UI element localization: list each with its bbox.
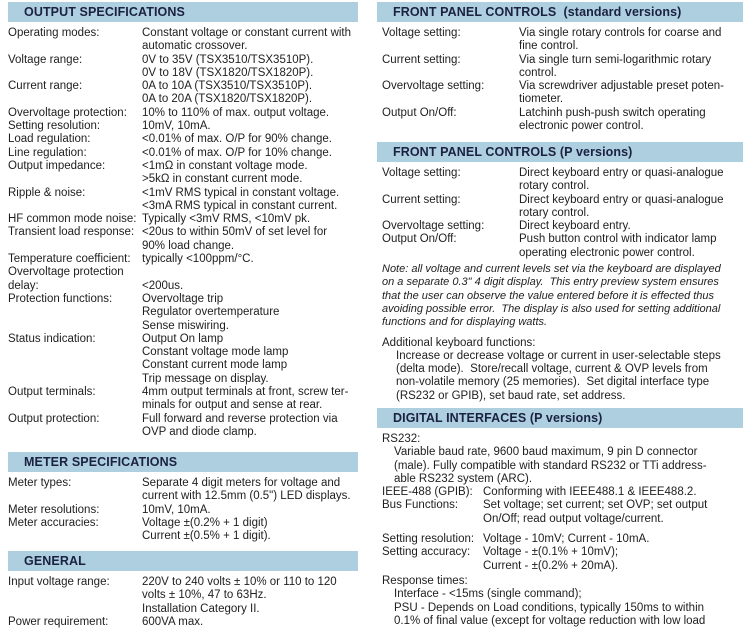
spec-label-line: Input voltage range:	[8, 576, 110, 588]
spec-value-line: minals for output and sense at rear.	[142, 399, 323, 412]
spec-label	[382, 220, 519, 233]
paragraph-line: able RS232 system (ARC).	[394, 472, 533, 485]
section-body	[8, 477, 358, 543]
spec-label	[382, 80, 519, 93]
spec-label	[8, 517, 142, 530]
spec-value-line: Output On lamp	[142, 332, 224, 345]
spec-label-line: Meter accuracies:	[8, 516, 99, 529]
spec-label-line: Output protection:	[8, 412, 100, 425]
spec-row	[8, 226, 358, 253]
spec-value-line: Push button control with indicator lamp	[519, 233, 717, 246]
spec-label-line: Setting resolution:	[382, 533, 475, 546]
spec-label	[8, 386, 142, 399]
spec-value-line: Sense miswiring.	[142, 319, 229, 332]
section-general	[8, 551, 358, 629]
spec-label	[8, 147, 142, 160]
spec-value	[483, 486, 743, 499]
spec-value	[142, 477, 358, 504]
spec-value	[142, 616, 358, 629]
spec-label-line: Current range:	[8, 80, 83, 93]
spec-value-line: current with 12.5mm (0.5") LED displays.	[142, 490, 351, 503]
paragraph-line: on a separate 0.3" 4 digit display. This entry preview system ensures	[382, 276, 719, 289]
spec-label	[8, 27, 142, 40]
spec-value-line: Constant voltage mode lamp	[142, 346, 289, 359]
note-paragraph	[382, 263, 743, 329]
paragraph-line: Increase or decrease voltage or current in user-selectable steps	[396, 349, 721, 362]
spec-label	[382, 533, 483, 546]
spec-row	[8, 120, 358, 133]
section-title: DIGITAL INTERFACES (P versions)	[393, 411, 603, 425]
spec-value-line: Current - ±(0.2% + 20mA).	[483, 559, 619, 572]
spec-label	[8, 253, 142, 266]
section-header-band	[8, 452, 358, 472]
spec-label-line: Meter types:	[8, 477, 72, 489]
spec-label	[8, 266, 142, 293]
spec-value-line: operating electronic power control.	[519, 246, 695, 259]
spec-label-line: Load regulation:	[8, 133, 91, 146]
spec-value	[483, 533, 743, 546]
spec-value-line: Direct keyboard entry or quasi-analogue	[519, 167, 724, 179]
spec-label-line: Overvoltage setting:	[382, 80, 485, 93]
spec-label	[8, 413, 142, 426]
section-meter-specs	[8, 452, 358, 543]
spec-value-line: Direct keyboard entry.	[519, 220, 631, 233]
spec-label-line: Overvoltage protection	[8, 266, 124, 279]
spec-value-line: Trip message on display.	[142, 372, 269, 385]
spec-value	[142, 27, 358, 54]
section-fpc-p	[377, 142, 743, 403]
spec-value-line: 0A to 20A (TSX1820/TSX1820P).	[142, 93, 313, 106]
specifications-right-column	[377, 0, 743, 627]
spec-value-line: <0.01% of max. O/P for 10% change.	[142, 146, 332, 159]
spec-label-line: Setting resolution:	[8, 120, 101, 133]
spec-row	[382, 533, 743, 546]
spec-value	[142, 576, 358, 616]
spec-value-line: 10mV, 10mA.	[142, 503, 211, 516]
spec-label	[8, 54, 142, 67]
spec-row	[382, 220, 743, 233]
spec-value-line: control.	[519, 66, 557, 79]
spec-value-line: Full forward and reverse protection via	[142, 412, 338, 425]
spec-label-line: Overvoltage protection:	[8, 106, 127, 119]
paragraph-heading-line: Additional keyboard functions:	[382, 336, 536, 349]
spec-label	[8, 213, 142, 226]
spec-row	[382, 194, 743, 221]
spec-label-line: Protection functions:	[8, 292, 113, 305]
section-body	[377, 167, 743, 403]
section-body	[8, 27, 358, 439]
paragraph-line: Interface - <15ms (single command);	[394, 588, 582, 601]
spec-value	[519, 107, 743, 134]
section-title: GENERAL	[24, 554, 86, 568]
spec-row	[8, 616, 358, 629]
indented-paragraph	[382, 446, 743, 486]
spec-value-line: >5kΩ in constant current mode.	[142, 173, 303, 186]
paragraph-heading	[382, 575, 743, 588]
spec-value-line: <1mΩ in constant voltage mode.	[142, 159, 308, 172]
spec-row	[8, 27, 358, 54]
spec-row	[8, 504, 358, 517]
spec-value-line: 10% to 110% of max. output voltage.	[142, 106, 330, 119]
spec-label-line: Output terminals:	[8, 386, 96, 399]
paragraph-heading-line: RS232:	[382, 433, 421, 445]
section-fpc-standard	[377, 2, 743, 133]
spec-label	[8, 80, 142, 93]
spec-label	[382, 54, 519, 67]
spec-value-line	[142, 266, 358, 279]
spec-label-line: Operating modes:	[8, 27, 100, 39]
spec-label-line: Temperature coefficient:	[8, 253, 131, 266]
spec-label	[382, 499, 483, 512]
spec-label-line: Ripple & noise:	[8, 186, 86, 199]
spec-value-line: Direct keyboard entry or quasi-analogue	[519, 193, 724, 206]
spec-label	[8, 477, 142, 490]
spec-row	[8, 386, 358, 413]
spec-row	[8, 133, 358, 146]
indented-paragraph	[382, 350, 743, 403]
spec-value-line: typically <100ppm/°C.	[142, 253, 254, 266]
spec-value-line: Voltage - 10mV; Current - 10mA.	[483, 533, 650, 546]
spec-label	[382, 233, 519, 246]
indented-paragraph	[382, 588, 743, 628]
spec-label-line: delay:	[8, 279, 39, 292]
spec-value	[142, 147, 358, 160]
spec-value	[142, 504, 358, 517]
spec-value-line: <3mA RMS typical in constant current.	[142, 199, 338, 212]
spec-value	[519, 54, 743, 81]
spec-row	[8, 253, 358, 266]
spec-label	[8, 107, 142, 120]
section-header-band	[377, 408, 743, 428]
spec-value	[483, 499, 743, 526]
spec-value-line: electronic power control.	[519, 120, 644, 133]
spec-value-line: fine control.	[519, 40, 579, 53]
spec-label-line: Meter resolutions:	[8, 503, 100, 516]
spec-label	[8, 187, 142, 200]
spec-value-line: Current ±(0.5% + 1 digit).	[142, 530, 271, 543]
spec-label	[8, 616, 142, 629]
spec-value	[142, 253, 358, 266]
spec-value	[142, 213, 358, 226]
spec-value-line: Voltage ±(0.2% + 1 digit)	[142, 516, 268, 529]
paragraph-line: (RS232 or GPIB), set baud rate, set address.	[396, 389, 626, 402]
spec-row	[8, 413, 358, 440]
spec-label-line: HF common mode noise:	[8, 213, 137, 226]
paragraph-line: Variable baud rate, 9600 baud maximum, 9 pin D connector	[394, 446, 698, 459]
spec-label-line: Status indication:	[8, 332, 96, 345]
spec-row	[382, 167, 743, 194]
spec-value	[142, 120, 358, 133]
spec-value-line: 220V to 240 volts ± 10% or 110 to 120	[142, 576, 337, 588]
section-title: OUTPUT SPECIFICATIONS	[24, 5, 185, 19]
spec-value-line: 10mV, 10mA.	[142, 120, 211, 133]
spec-value-line: Separate 4 digit meters for voltage and	[142, 477, 341, 489]
spec-value-line: <200us.	[142, 279, 184, 292]
spec-value	[142, 333, 358, 386]
spec-label	[8, 293, 142, 306]
spec-value-line: Regulator overtemperature	[142, 306, 280, 319]
spec-value-line: <1mV RMS typical in constant voltage.	[142, 186, 340, 199]
spec-value-line: rotary control.	[519, 206, 590, 219]
spec-label-line: IEEE-488 (GPIB):	[382, 486, 473, 499]
spec-row	[8, 160, 358, 187]
spec-value-line: Via single turn semi-logarithmic rotary	[519, 53, 712, 66]
spec-row	[382, 27, 743, 54]
spec-value-line: Set voltage; set current; set OVP; set output	[483, 499, 708, 512]
spec-label-line: Overvoltage setting:	[382, 220, 485, 233]
section-output-specs	[8, 2, 358, 439]
spec-value-line: Typically <3mV RMS, <10mV pk.	[142, 213, 311, 226]
spec-value	[519, 233, 743, 260]
spec-row	[382, 486, 743, 499]
spec-value	[142, 293, 358, 333]
paragraph-line: avoiding possible error. The display is also used for setting additional	[382, 302, 721, 315]
spec-row	[8, 477, 358, 504]
spec-row	[8, 576, 358, 616]
spec-label-line: Setting accuracy:	[382, 546, 471, 559]
spec-value-line: 600VA max.	[142, 615, 204, 628]
spec-value-line: 0V to 18V (TSX1820/TSX1820P).	[142, 66, 314, 79]
spec-row	[8, 107, 358, 120]
paragraph-line: (delta mode). Store/recall voltage, current & OVP levels from	[396, 363, 708, 376]
spec-value	[142, 517, 358, 544]
spec-value-line: <0.01% of max. O/P for 90% change.	[142, 133, 332, 146]
section-header-band	[8, 551, 358, 571]
spec-value-line: Overvoltage trip	[142, 292, 224, 305]
spec-label	[382, 27, 519, 40]
spec-value-line: volts ± 10%, 47 to 63Hz.	[142, 589, 267, 602]
spec-label-line: Voltage setting:	[382, 27, 461, 39]
spec-value	[519, 27, 743, 54]
spec-label	[8, 226, 142, 239]
section-digital-interfaces	[377, 408, 743, 628]
spec-value	[142, 413, 358, 440]
section-title: FRONT PANEL CONTROLS (standard versions)	[393, 5, 682, 19]
paragraph-line: (male). Fully compatible with standard RS232 or TTi address-	[394, 459, 707, 472]
section-header-band	[377, 2, 743, 22]
spec-label-line: Power requirement:	[8, 615, 109, 628]
paragraph-heading-line: Response times:	[382, 574, 468, 587]
spec-label-line: Voltage range:	[8, 53, 83, 66]
section-body	[8, 576, 358, 629]
paragraph-heading	[382, 337, 743, 350]
spec-row	[382, 546, 743, 573]
spec-value-line: Conforming with IEEE488.1 & IEEE488.2.	[483, 486, 697, 499]
spec-value-line: Via screwdriver adjustable preset poten-	[519, 80, 724, 93]
paragraph-line: functions and for displaying watts.	[382, 316, 548, 329]
spec-value-line: 0A to 10A (TSX3510/TSX3510P).	[142, 80, 313, 93]
spec-value-line: Voltage - ±(0.1% + 10mV);	[483, 546, 619, 559]
spec-value-line: <20us to within 50mV of set level for	[142, 226, 328, 239]
section-title: METER SPECIFICATIONS	[24, 455, 178, 469]
spec-value	[519, 220, 743, 233]
spec-label-line: Transient load response:	[8, 226, 135, 239]
spec-label-line: Output impedance:	[8, 159, 106, 172]
section-body	[377, 27, 743, 133]
spec-label	[382, 546, 483, 559]
section-title: FRONT PANEL CONTROLS (P versions)	[393, 145, 633, 159]
paragraph-line: 0.1% of final value (except for voltage reduction with low load	[394, 614, 706, 627]
spec-label	[382, 167, 519, 180]
spec-row	[8, 54, 358, 81]
spec-value	[142, 80, 358, 107]
spec-value-line: Via single rotary controls for coarse and	[519, 27, 722, 39]
spec-row	[382, 54, 743, 81]
paragraph-heading	[382, 433, 743, 446]
spec-label-line: Bus Functions:	[382, 499, 459, 512]
section-header-band	[377, 142, 743, 162]
spec-value	[519, 167, 743, 194]
spec-value-line: Constant voltage or constant current with	[142, 27, 352, 39]
spec-value	[142, 54, 358, 81]
section-header-band	[8, 2, 358, 22]
spec-value-line: 90% load change.	[142, 239, 235, 252]
spec-value-line: automatic crossover.	[142, 40, 248, 53]
spec-value-line: Installation Category II.	[142, 602, 260, 615]
spec-label	[8, 160, 142, 173]
specifications-left-column	[8, 0, 358, 628]
paragraph-line: PSU - Depends on Load conditions, typically 150ms to within	[394, 601, 705, 614]
spec-label-line: Line regulation:	[8, 146, 87, 159]
spec-value-line: tiometer.	[519, 93, 564, 106]
spec-label	[8, 333, 142, 346]
spec-row	[8, 147, 358, 160]
spec-label-line: Current setting:	[382, 53, 461, 66]
spec-row	[8, 187, 358, 214]
spec-label	[382, 194, 519, 207]
spec-row	[8, 293, 358, 333]
spec-row	[8, 213, 358, 226]
spec-label	[8, 133, 142, 146]
spec-row	[8, 517, 358, 544]
spec-label-line: Voltage setting:	[382, 167, 461, 179]
spec-label	[382, 486, 483, 499]
spec-label	[382, 107, 519, 120]
spec-value-line: OVP and diode clamp.	[142, 425, 257, 438]
spec-value	[519, 80, 743, 107]
spec-label-line: Current setting:	[382, 193, 461, 206]
spec-value	[142, 107, 358, 120]
spec-value-line: 0V to 35V (TSX3510/TSX3510P).	[142, 53, 314, 66]
spec-label-line: Output On/Off:	[382, 106, 457, 119]
spec-value	[142, 133, 358, 146]
spec-value-line: On/Off; read output voltage/current.	[483, 512, 664, 525]
spec-row	[8, 333, 358, 386]
spec-label	[8, 120, 142, 133]
section-body	[377, 433, 743, 628]
spec-value-line: rotary control.	[519, 180, 590, 193]
spec-row	[382, 499, 743, 526]
spec-value	[142, 160, 358, 187]
spec-row	[8, 266, 358, 293]
spec-row	[382, 233, 743, 260]
spec-label	[8, 504, 142, 517]
spec-label	[8, 576, 142, 589]
spec-value	[142, 187, 358, 214]
spec-value	[483, 546, 743, 573]
spec-value-line: Latchinh push-push switch operating	[519, 106, 706, 119]
spec-value-line: Constant current mode lamp	[142, 359, 288, 372]
paragraph-line: that the user can observe the value entered before it is effected thus	[382, 289, 715, 302]
spec-value	[142, 386, 358, 413]
paragraph-line: non-volatile memory (25 memories). Set digital interface type	[396, 376, 710, 389]
spec-value-line: 4mm output terminals at front, screw ter-	[142, 386, 349, 399]
spec-value	[519, 194, 743, 221]
spec-row	[382, 80, 743, 107]
spec-label-line: Output On/Off:	[382, 233, 457, 246]
paragraph-line: Note: all voltage and current levels set via the keyboard are displayed	[382, 263, 721, 276]
spec-value	[142, 226, 358, 253]
spec-row	[8, 80, 358, 107]
spec-value	[142, 266, 358, 293]
spec-row	[382, 107, 743, 134]
